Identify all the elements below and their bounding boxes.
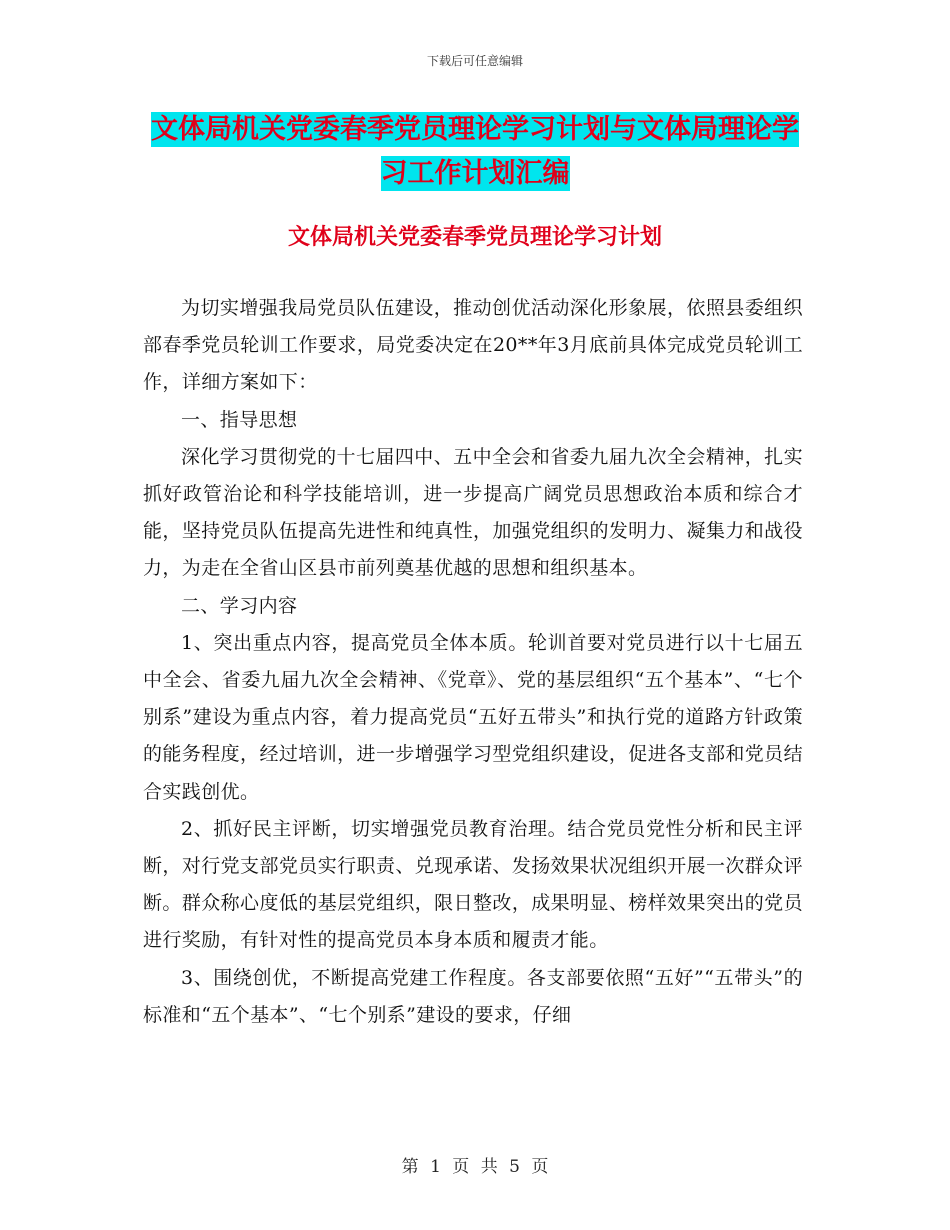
guiding-thought-paragraph: 深化学习贯彻党的十七届四中、五中全会和省委九届九次全会精神，扎实抓好政管治论和科学技能培训，进一步提高广阔党员思想政治本质和综合才能，坚持党员队伍提高先进性和纯真性，加强党组织的发明力、凝集力和战役力，为走在全省山区县市前列奠基优越的思想和组织基本。 bbox=[143, 445, 803, 580]
study-item-1: 1、突出重点内容，提高党员全体本质。轮训首要对党员进行以十七届五中全会、省委九届九次全会精神、《党章》、党的基层组织“五个基本”、“七个别系”建设为重点内容，着力提高党员“五好五带头”和执行党的道路方针政策的能务程度，经过培训，进一步增强学习型党组织建设，促进各支部和党员结合实践创优。 bbox=[143, 631, 803, 803]
main-title bbox=[140, 108, 810, 196]
page-number: 第 1 页 共 5 页 bbox=[401, 1157, 549, 1177]
study-item-2: 2、抓好民主评断，切实增强党员教育治理。结合党员党性分析和民主评断，对行党支部党员实行职责、兑现承诺、发扬效果状况组织开展一次群众评断。群众称心度低的基层党组织，限日整改，成果明显、榜样效果突出的党员进行奖励，有针对性的提高党员本身本质和履责才能。 bbox=[143, 817, 803, 952]
heading-study-content: 二、学习内容 bbox=[181, 594, 298, 617]
section-title: 文体局机关党委春季党员理论学习计划 bbox=[287, 225, 662, 250]
document-body bbox=[143, 290, 803, 1034]
heading-guiding-thought: 一、指导思想 bbox=[181, 408, 298, 431]
header-note: 下载后可任意编辑 bbox=[426, 54, 523, 68]
study-item-3: 3、围绕创优，不断提高党建工作程度。各支部要依照“五好”“五带头”的标准和“五个基本”、“七个别系”建设的要求，仔细 bbox=[143, 966, 803, 1026]
main-title-text: 文体局机关党委春季党员理论学习计划与文体局理论学习工作计划汇编 bbox=[151, 114, 799, 189]
intro-paragraph: 为切实增强我局党员队伍建设，推动创优活动深化形象展，依照县委组织部春季党员轮训工作要求，局党委决定在20**年3月底前具体完成党员轮训工作，详细方案如下： bbox=[143, 297, 803, 394]
